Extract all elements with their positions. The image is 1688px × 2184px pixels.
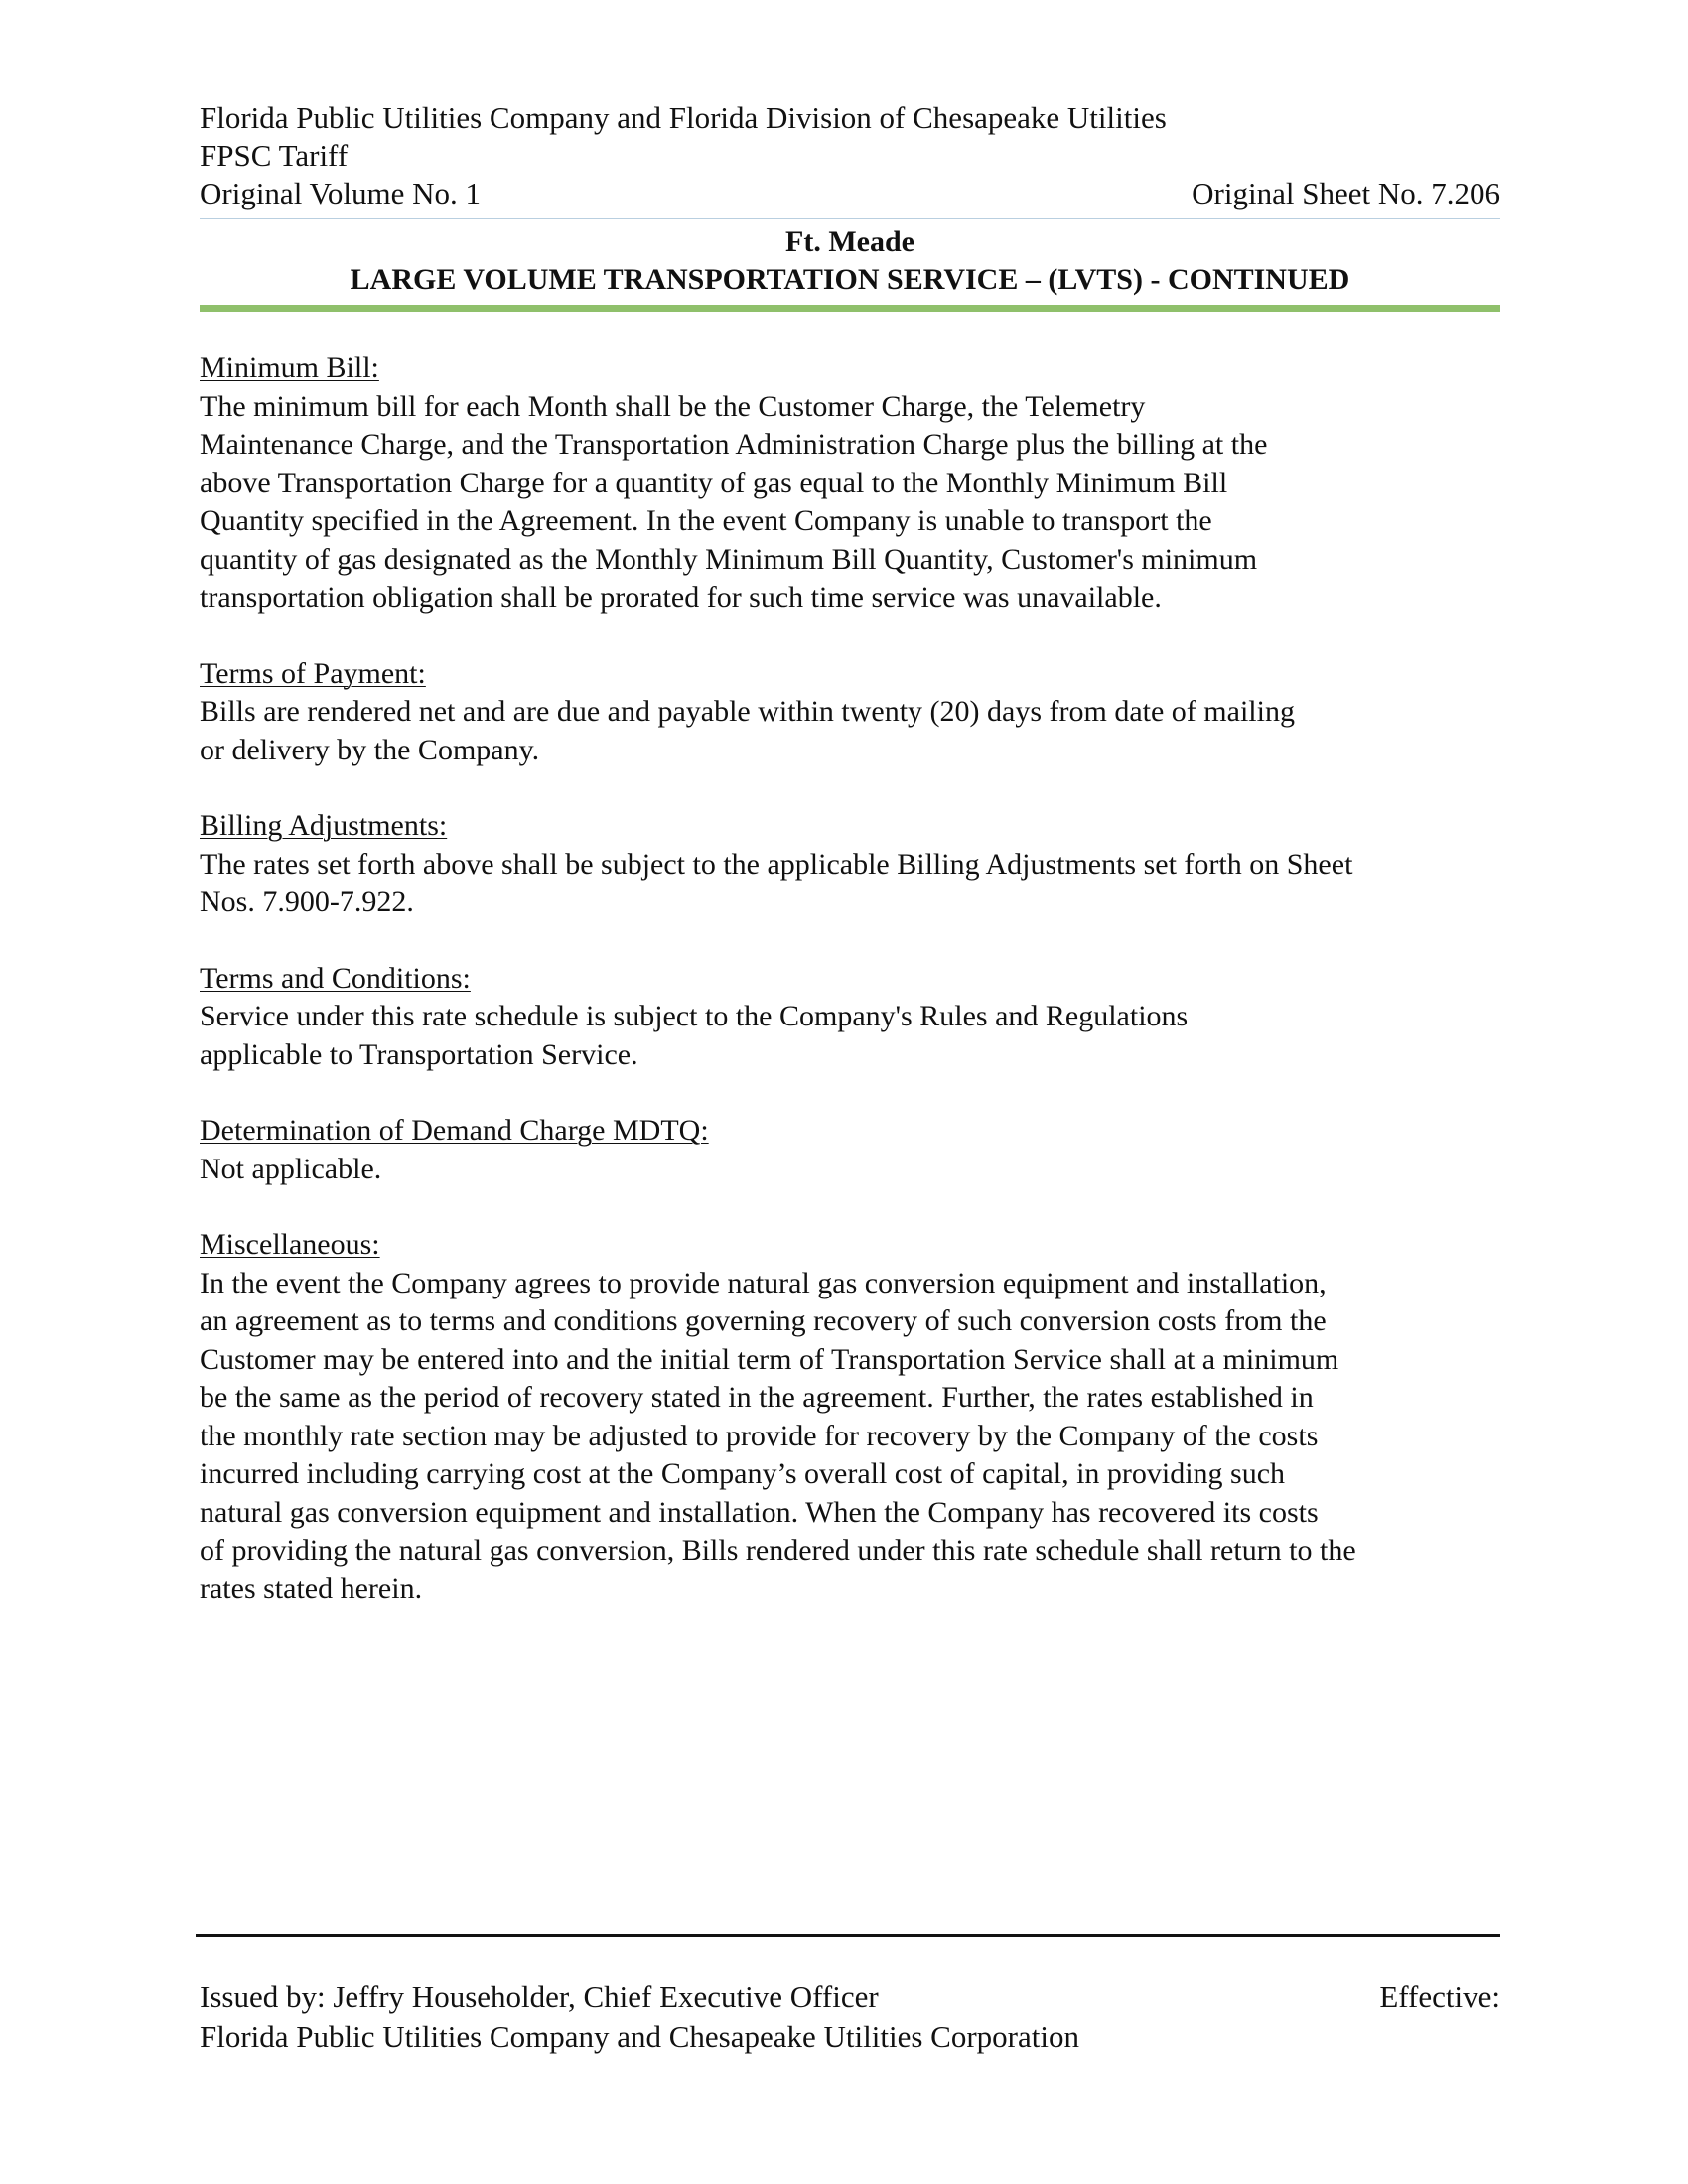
section-text-line: The minimum bill for each Month shall be the Customer Charge, the Telemetry [200,389,1146,423]
section [200,349,1500,617]
section-text-line: applicable to Transportation Service. [200,1037,638,1071]
section-text-line: or delivery by the Company. [200,733,540,766]
section-text-line: Customer may be entered into and the initial term of Transportation Service shall at a minimum [200,1342,1339,1376]
section-text-line: Bills are rendered net and are due and payable within twenty (20) days from date of mailing [200,695,1295,728]
title-location: Ft. Meade [785,225,914,258]
page-footer [196,1934,1500,2057]
header-tariff-line: FPSC Tariff [200,138,349,173]
header-sheet-label: Original Sheet No. 7.206 [1192,176,1500,210]
section-text-line: of providing the natural gas conversion, Bills rendered under this rate schedule shall return to the [200,1534,1356,1567]
section-text-line: Quantity specified in the Agreement. In the event Company is unable to transport the [200,504,1212,537]
tariff-page [200,99,1500,1646]
section [200,1112,1500,1188]
section-text-line: Nos. 7.900-7.922. [200,886,414,918]
section-text-line: The rates set forth above shall be subject to the applicable Billing Adjustments set forth on Sheet [200,847,1353,881]
section [200,807,1500,922]
section-text-line: In the event the Company agrees to provide natural gas conversion equipment and installation, [200,1266,1327,1299]
section-text-line: quantity of gas designated as the Monthly Minimum Bill Quantity, Customer's minimum [200,542,1258,576]
section-heading: Billing Adjustments: [200,809,448,842]
title-service: LARGE VOLUME TRANSPORTATION SERVICE – (LVTS) - CONTINUED [350,263,1350,296]
footer-issued-row [196,1978,1500,2017]
section-text-line: Maintenance Charge, and the Transportation Administration Charge plus the billing at the [200,428,1268,461]
section-text-line: be the same as the period of recovery stated in the agreement. Further, the rates established in [200,1381,1314,1414]
section-text-line: above Transportation Charge for a quantity of gas equal to the Monthly Minimum Bill [200,466,1228,499]
sections-container [200,349,1500,1608]
section-heading: Determination of Demand Charge MDTQ: [200,1114,709,1147]
title-divider [200,305,1500,312]
section-text-line: natural gas conversion equipment and installation. When the Company has recovered its costs [200,1495,1319,1529]
footer-issued-by: Issued by: Jeffry Householder, Chief Executive Officer [200,1979,879,2014]
section-text-line: transportation obligation shall be prorated for such time service was unavailable. [200,581,1162,614]
section-heading: Miscellaneous: [200,1228,380,1261]
section [200,655,1500,770]
section-text-line: an agreement as to terms and conditions governing recovery of such conversion costs from the [200,1304,1327,1337]
section [200,960,1500,1075]
footer-company-line: Florida Public Utilities Company and Chesapeake Utilities Corporation [200,2019,1079,2054]
section-text-line: the monthly rate section may be adjusted to provide for recovery by the Company of the costs [200,1419,1319,1452]
footer-divider [196,1934,1500,1937]
header-volume-label: Original Volume No. 1 [200,176,482,210]
header-volume-row [200,175,1500,212]
section [200,1226,1500,1608]
section-text-line: rates stated herein. [200,1571,423,1605]
section-heading: Minimum Bill: [200,351,379,384]
page-title [200,223,1500,299]
section-text-line: incurred including carrying cost at the Company’s overall cost of capital, in providing such [200,1457,1286,1490]
section-text-line: Service under this rate schedule is subject to the Company's Rules and Regulations [200,1000,1189,1032]
header-divider [200,218,1500,219]
section-heading: Terms of Payment: [200,656,426,690]
section-heading: Terms and Conditions: [200,961,471,995]
footer-effective-label: Effective: [1379,1979,1500,2014]
header-company-line: Florida Public Utilities Company and Florida Division of Chesapeake Utilities [200,100,1167,135]
section-text-line: Not applicable. [200,1152,382,1185]
